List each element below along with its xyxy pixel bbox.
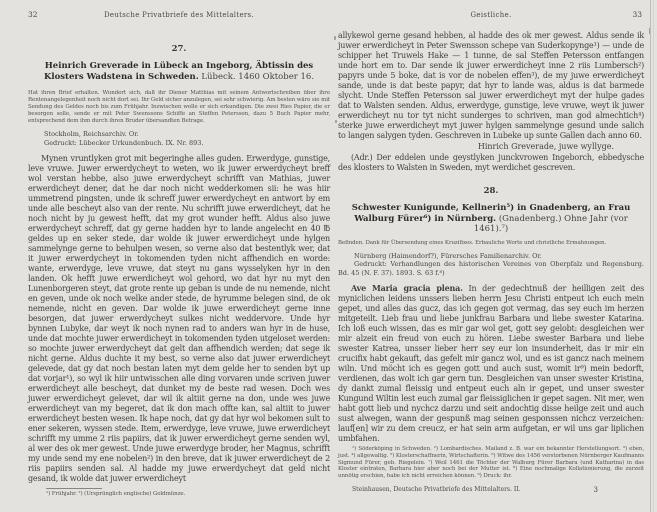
running-title-right: Geistliche. (470, 11, 512, 19)
letter-27-source-archive: Stockholm, Reichsarchiv. Or. (44, 130, 139, 138)
running-head-left (28, 10, 330, 20)
letter-27-heading-main: Heinrich Greverade in Lübeck an Ingeborg, Äbtissin des Klosters Wadstena in Schweden. (43, 61, 314, 82)
letter-28-heading-main: Schwester Kunigunde, Kellnerin⁵) in Gnadenberg, an Frau Walburg Fürer⁶) in Nürnberg. (351, 203, 631, 224)
letter-27-heading (28, 61, 330, 82)
letter-28-body-lead: Ave Maria gracia plena. (351, 283, 463, 293)
scan-edge-line (650, 0, 651, 512)
footnote-text-right: ¹) Söderköping in Schweden. ²) Lombardisches. Mailand z. B. war ein bekannter Herstellungsort. ³) eben, just. ⁴) allgewaltig. ⁵) Klosterschaffnerin, Wirtschafterin. ⁶) Witwe des 1456 verstorbenen Nürnberger Kaufmanns Sigmund Fürer, geb. Riegelein. ⁷) Weil 1461 die Töchter der Walburg Fürer Barbara (und Katharina) in das Kloster eintraten, Barbara hier aber noch bei der Mutter ist. ⁸) Eine nochmalige Kollationierung, die zurzeit unnötig erschien, habe ich nicht erreichen können. ⁹) Druck: ihr. (338, 446, 644, 480)
letter-28-heading-date: (Gnadenberg.) Ohne Jahr (vor 1461).⁷) (473, 213, 628, 234)
scan-speck (649, 28, 650, 34)
footnotes-left (28, 488, 330, 498)
running-head-right (338, 10, 644, 20)
letter-27-summary: Hat ihren Brief erhalten. Wundert sich, daß ihr Diener Matthias mit seinem Antwortschreiben über ihre Rentenangelegenheit noch nicht dort sei. Ihr Geld sicher anzulegen, sei sehr schwierig. Am besten wäre sie mit Sendung des Geldes noch bis zum Frühjahr. Inzwischen wolle er sich erkundigen. Die zwei Ries Papier, die er besorgen solle, sende er mit Peter Swenssons Schiffe an Steffen Petersson, dazu 5 Buch Papier mehr, entsprechend dem ihm durch ihren Bruder übersandten Betrage. (28, 90, 330, 124)
letter-28-source-printed: Gedruckt: Verhandlungen des historischen Vereines von Oberpfalz und Regensburg. Bd. 45 (N. F. 37). 1893. S. 63 f.⁸) (338, 260, 644, 277)
letter-27-body: Mynen vruntlyken grot mit begeringhe alles guden. Erwerdyge, gunstige, leve vruwe. Juwer erwerdycheyt to weten, wo ik juwer erwerdycheyt breff wol verstan hebbe, also juwe erwerdycheyt schrifft van Mathias, juwer erwerdicheyt dener, dat he dar noch nicht wedderkomen sii: he was hiir ummetrend pingsten, unde ik schreff juwer erwerdycheyt en antwort by em unde alle bescheyt also van der rente. Nu schrifft juwe erwerdicheyt, dat he noch nicht by ju gewest hefft, dat my grot wunder hefft. Aldus also juwe erwerdycheyt schreff, dat gy gerne hadden hyr to lande angelecht en 40 ℔ geldes up en seker stede, dar wolde ik juwer erwerdicheyt unde hylgen sammelynge gerne to behulpen wesen, so verne also dat bestentlyk wer, dat it juwer erwerdycheyt in tokomenden tyden nicht affhendich en worde: wante, erwerdyge, leve vruwe, dat steyt nu gans wysselyken hyr in den landen. Ok hefft juwe erwerdicheyt wol gehord, wo dat hyr nu myt den Lunenborgeren steyt, dat grote rente up geban is unde de nu nemende, nicht en geven, unde ok noch welke ander stede, de hyrumme belegen sind, de ok nemende, nicht en geven. Dar wolde ik juwe erwerdicheyt gerne inne besorgen, dat juwer erwerdycheyt sulkes nicht weddervore. Unde hyr bynnen Lubyke, dar weyt ik noch nynen rad to anders wan hyr in de huse, unde dat mochte juwer erwerdicheyt in tokomenden tyden utgeloset werden: so mochte juwer erwerdycheyt dat gelt dan affhendich werden; dat sege ik nicht gerne. Aldus duchte it my best, so verne also dat juwer erwerdicheyt gelevede, dat gy dat noch bestan laten myt dem gelde her to senden byt up dat vorjar¹), so wyl ik hiir untwisschen alle ding vorvaren unde scriven juwer erwerdicheyt alle bescheyt, dat dunket my de beste rad wesen. Doch wes juwer erwerdicheyt gelevet, dar wil ik altiit gerne na don, unde wes juwe erwerdicheyt van my begeret, dat ik don mach offte kan, sal altiit to juwer erwerdicheyt besten wesen. Ik hape noch, dat gy dat hyr wol bekomen sult to ener sekeren, wyssen stede. Item, erwerdyge, leve vruwe, juwe erwerdicheyt schrifft my umme 2 riis papiirs, dat ik juwer erwerdicheyt gerne senden wyl, al wer des ok mer gewest. Unde juwe erwerdyge broder, her Magnus, schrifft my unde send my ene nobelen²) in den breve, dat ik juwer erwerdicheyt de 2 riis papiirs senden sal. Al hadde my juwe erwerdycheyt dat geld nicht gesand, ik wolde dat juwer erwerdicheyt (28, 154, 330, 483)
colophon-row (338, 486, 644, 494)
letter-28-number: 28. (483, 186, 499, 196)
letter-27-source-printed: Gedruckt: Lübecker Urkundenbuch. IX. Nr. 893. (44, 138, 204, 147)
letter-27-body-continuation: allykewol gerne gesand hebben, al hadde des ok mer gewest. Aldus sende ik juwer erwerdicheyt in Peter Swensson schepe van Suderkopynge¹) — unde de schipper het Truwels Hake — 1 tunne, de sal Steffen Petersson entfangen unde hort em to. Dar sende ik juwer erwerdicheyt inne 2 riis Lumbersch²) papyrs unde 5 boke, dat is vor de nobelen effen³), de my juwe erwerdicheyt sande, unde is dat beste papyr, dat hyr to lande was, aldus is dat barmede slycht. Unde Steffen Petersson sal juwer erwerdicheyt myt der hulpe gades dat to Walsten senden. Aldus, erwerdyge, gunstige, leve vruwe, weyt ik juwer erwerdicheyt nu tor tyt nicht sunderges to schriven, man god almechtich⁴) sterke juwe erwerdicheyt myt juwer hylgen sammelynge gesund unde salich to langen salygen tyden. Geschreven in Lubeke up sunte Gallen dach anno 60. (338, 31, 644, 140)
colophon-text: Steinhausen, Deutsche Privatbriefe des Mittelalters. II. (352, 486, 521, 493)
letter-28-summary: Befinden. Dank für Übersendung eines Kruzifixes. Erbauliche Worte und christliche Ermahnungen. (338, 239, 607, 246)
footnotes-right (338, 446, 644, 480)
scan-speck (335, 120, 337, 123)
letter-28-body-rest: In der gedechtnuß der heilligen zeit des myniclichen leidens unssers lieben herrn Jesu Christi entpeut ich euch mein gepet, und alles das gucz, das ich gegen got vermag, das sey euch im herzen mitgeteilt. Lieb frau und liebe junkfrau Barbara und liebe swester Katarina. Ich loß euch wissen, das es mir gar wol get, gott sey gelobt: desgleichen wer mir alzeit ein freud von euch zu hören. Liebe swester Barbara und liebe swester Katrea, unsser lieber herr sey eur lon insunderheit, das ir mir ein crucifix habt gekauft, das gefelt mir gancz wol, und es ist gancz nach meinem wiln. Und möcht ich es gegen gott und auch sust, womit ir⁹) mein bedorft, verdienen, das wolt ich gar gern tun. Desgleichen van unser swester Kristina, dy dankt zumal fleissig und entpeut euch aln ir gepet, und unser swester Kungund Wiltin lest euch zumal gar fleissiglichen ir gepet sagen. Nit mer, wen habt gott lieb und nychcz darzu und seit andochtig disse heilge zeit und auch sust alwegen, wann der gespunß mag seinen gesponssen nichcz verzeichen: lauf[en] wir zu dem creucz, er hat sein arm aufgetan, er wil uns gar liplichen umbfahen. (338, 284, 645, 443)
sheet-signature-number: 3 (593, 486, 598, 494)
page-number-right: 33 (632, 10, 642, 19)
footnote-text-left: ¹) Frühjahr. ²) (Ursprünglich englische) Goldmünze. (46, 491, 186, 497)
left-page (28, 10, 330, 506)
footnote-rule (46, 488, 102, 489)
page-number-left: 32 (28, 10, 38, 19)
letter-28-body (338, 283, 644, 444)
running-title-left: Deutsche Privatbriefe des Mittelalters. (104, 11, 254, 19)
scan-speck (334, 36, 336, 40)
letter-27-heading-date: Lübeck. 1460 Oktober 16. (201, 71, 315, 82)
scan-edge-shadow (653, 0, 654, 512)
letter-28-source-archive: Nürnberg (Haimendorf?), Fürersches Familienarchiv. Or. (354, 251, 542, 260)
right-page (338, 10, 644, 506)
letter-28-heading (338, 203, 644, 235)
letter-27-address: (Adr.) Der eddelen unde geystlyken junckvrowen Ingeborch, ebbedysche des klosters to Walsten in Sweden, myt werdichet gescreven. (338, 153, 644, 172)
letter-27-number: 27. (171, 44, 187, 54)
letter-27-signature: Hinrich Greverade, juwe wyllyge. (477, 142, 614, 151)
